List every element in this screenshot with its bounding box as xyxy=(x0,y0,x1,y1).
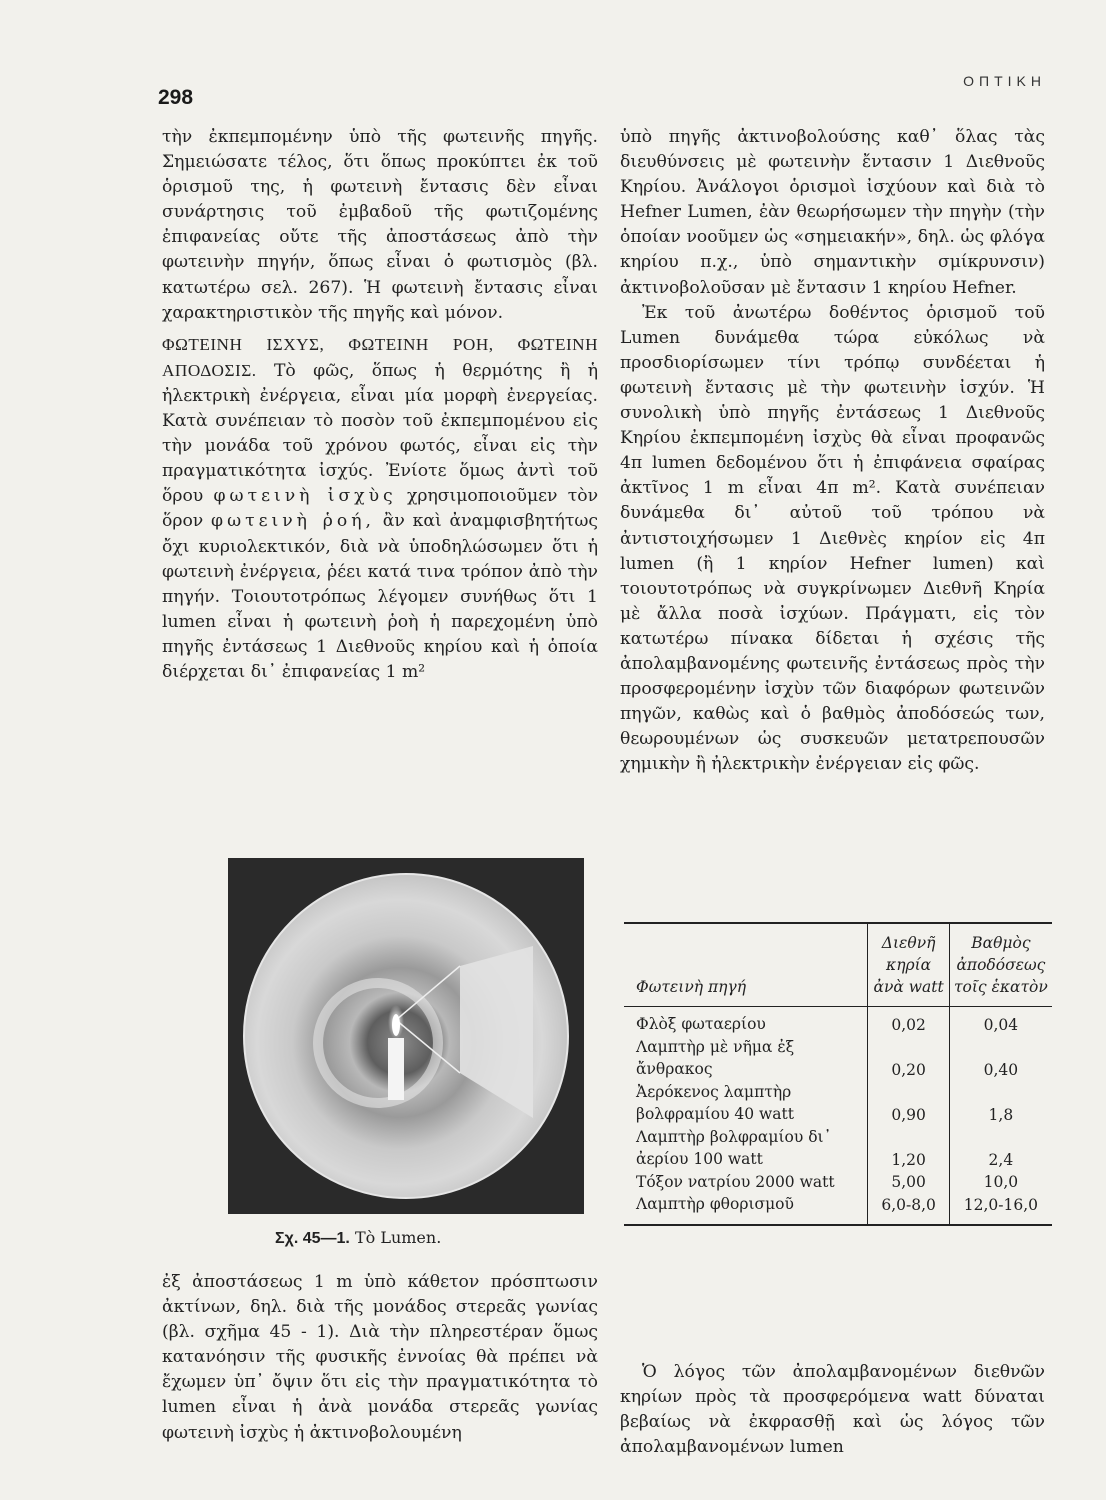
cell-efficiency: 1,8 xyxy=(949,1081,1052,1126)
efficiency-table xyxy=(624,922,1052,1226)
figure-caption xyxy=(275,1228,441,1248)
figure-label: Σχ. 45—1. xyxy=(275,1230,350,1247)
paragraph: ὑπὸ πηγῆς ἀκτινοβολούσης καθ᾽ ὅλας τὰς διευθύνσεις μὲ φωτεινὴν ἔντασιν 1 Διεθνοῦς Κηρίου. Ἀνάλογοι ὁρισμοὶ ἰσχύουν καὶ διὰ τὸ Hefner Lumen, ἐὰν θεωρήσωμεν τὴν πηγὴν (τὴν ὁποίαν νοοῦμεν ὡς «σημειακήν», δηλ. ὡς φλόγα κηρίου π.χ., ὑπὸ σημαντικὴν σμίκρυνσιν) ἀκτινοβολοῦσαν μὲ ἔντασιν 1 κηρίου Hefner. xyxy=(620,127,1045,298)
candle-sphere-illustration xyxy=(228,858,584,1214)
section-heading: ΦΩΤΕΙΝΗ ΙΣΧΥΣ, ΦΩΤΕΙΝΗ ΡΟΗ, ΦΩΤΕΙΝΗ ΑΠΟΔΟΣΙΣ. xyxy=(162,334,598,380)
table-header-row xyxy=(624,923,1052,1007)
cell-efficiency: 0,04 xyxy=(949,1007,1052,1036)
cell-source: Λαμπτὴρ βολφραμίου δι᾽ ἀερίου 100 watt xyxy=(636,1127,832,1168)
cell-source: Φλὸξ φωταερίου xyxy=(636,1015,766,1033)
table-row xyxy=(624,1081,1052,1126)
paragraph xyxy=(162,332,598,685)
column-header-candles: Διεθνῆ κηρία ἀνὰ watt xyxy=(868,923,949,1007)
page-number: 298 xyxy=(158,86,194,109)
paragraph: ἐξ ἀποστάσεως 1 m ὑπὸ κάθετον πρόσπτωσιν ἀκτίνων, δηλ. διὰ τῆς μονάδος στερεᾶς γωνίας (βλ. σχῆμα 45 - 1). Διὰ τὴν πληρεστέραν ὅμως κατανόησιν τῆς φυσικῆς ἐννοίας θὰ πρέπει νὰ ἔχωμεν ὑπ᾽ ὄψιν ὅτι εἰς τὴν πραγματικότητα τὸ lumen εἶναι ἡ ἀνὰ μονάδα στερεᾶς γωνίας φωτεινὴ ἰσχὺς ἡ ἀκτινοβολουμένη xyxy=(162,1272,598,1443)
text-span: ἂν καὶ ἀναμφισβητήτως ὄχι κυριολεκτικόν, διὰ νὰ ὑποδηλώσωμεν ὅτι ἡ φωτεινὴ ἐνέργεια, ῥέει κατά τινα τρόπον ἀπὸ τὴν πηγήν. Τοιουτοτρόπως λέγομεν συνήθως ὅτι 1 lumen εἶναι ἡ φωτεινὴ ῥοὴ ἡ παρεχομένη ὑπὸ πηγῆς ἐντάσεως 1 Διεθνοῦς κηρίου καὶ ἡ ὁποία διέρχεται δι᾽ ἐπιφανείας 1 m² xyxy=(162,511,598,682)
left-column-bottom xyxy=(162,1270,598,1446)
table-row xyxy=(624,1171,1052,1194)
table-row xyxy=(624,1126,1052,1171)
table-row xyxy=(624,1193,1052,1225)
column-header-efficiency: Βαθμὸς ἀποδόσεως τοῖς ἑκατὸν xyxy=(949,923,1052,1007)
cell-source: Λαμπτὴρ μὲ νῆμα ἐξ ἄνθρακος xyxy=(636,1037,795,1078)
text-span: χρησιμοποιοῦμεν τὸν ὅρον xyxy=(162,486,599,532)
column-header-source: Φωτεινὴ πηγή xyxy=(624,923,868,1007)
table-row xyxy=(624,1007,1052,1036)
cell-candles: 0,20 xyxy=(868,1036,949,1081)
cell-efficiency: 2,4 xyxy=(949,1126,1052,1171)
cell-source: Τόξον νατρίου 2000 watt xyxy=(636,1172,835,1191)
right-column xyxy=(620,125,1045,777)
left-column xyxy=(162,125,598,685)
cell-candles: 6,0-8,0 xyxy=(868,1193,949,1225)
cell-source: Λαμπτὴρ φθορισμοῦ xyxy=(624,1193,868,1225)
running-head: ΟΠΤΙΚΗ xyxy=(963,73,1046,89)
cell-candles: 5,00 xyxy=(868,1171,949,1194)
cell-candles: 0,90 xyxy=(868,1081,949,1126)
cell-efficiency: 10,0 xyxy=(949,1171,1052,1194)
paragraph: Ἐκ τοῦ ἀνωτέρω δοθέντος ὁρισμοῦ τοῦ Lumen δυνάμεθα τώρα εὐκόλως νὰ προσδιορίσωμεν τίνι τρόπῳ συνδέεται ἡ φωτεινὴ ἔντασις μὲ τὴν φωτεινὴν ἰσχύν. Ἡ συνολικὴ ὑπὸ πηγῆς ἐντάσεως 1 Διεθνοῦς Κηρίου ἐκπεμπομένη ἰσχὺς θὰ εἶναι προφανῶς 4π lumen δεδομένου ὅτι ἡ ἐπιφάνεια σφαίρας ἀκτῖνος 1 m εἶναι 4π m². Κατὰ συνέπειαν δυνάμεθα δι᾽ αὐτοῦ τοῦ τρόπου νὰ ἀντιστοιχήσωμεν 1 Διεθνὲς κηρίον εἰς 4π lumen (ἢ 1 κηρίον Hefner lumen) καὶ τοιουτοτρόπως νὰ συγκρίνωμεν Διεθνῆ Κηρία μὲ ἄλλα ποσὰ ἰσχύων. Πράγματι, εἰς τὸν κατωτέρω πίνακα δίδεται ἡ σχέσις τῆς ἀπολαμβανομένης φωτεινῆς ἐντάσεως πρὸς τὴν προσφερομένην ἰσχὺν τῶν διαφόρων φωτεινῶν πηγῶν, καθὼς καὶ ὁ βαθμὸς ἀποδόσεώς των, θεωρουμένων ὡς συσκευῶν μετατρεπουσῶν χημικὴν ἢ ἠλεκτρικὴν ἐνέργειαν εἰς φῶς. xyxy=(620,302,1045,775)
cell-source: Ἀερόκενος λαμπτὴρ βολφραμίου 40 watt xyxy=(636,1082,794,1123)
cell-efficiency: 12,0-16,0 xyxy=(949,1193,1052,1225)
data-table xyxy=(624,922,1052,1226)
right-column-bottom xyxy=(620,1360,1045,1460)
cell-candles: 0,02 xyxy=(868,1007,949,1036)
cell-efficiency: 0,40 xyxy=(949,1036,1052,1081)
paragraph: Ὁ λόγος τῶν ἀπολαμβανομένων διεθνῶν κηρίων πρὸς τὰ προσφερόμενα watt δύναται βεβαίως νὰ ἐκφρασθῇ καὶ ὡς λόγος τῶν ἀπολαμβανομένων lumen xyxy=(620,1362,1045,1458)
paragraph: τὴν ἐκπεμπομένην ὑπὸ τῆς φωτεινῆς πηγῆς. Σημειώσατε τέλος, ὅτι ὅπως προκύπτει ἐκ τοῦ ὁρισμοῦ της, ἡ φωτεινὴ ἔντασις δὲν εἶναι συνάρτησις τοῦ ἐμβαδοῦ τῆς φωτιζομένης ἐπιφανείας οὔτε τῆς ἀποστάσεως ἀπὸ τὴν φωτεινὴν πηγήν, ὅπως εἶναι ὁ φωτισμὸς (βλ. κατωτέρω σελ. 267). Ἡ φωτεινὴ ἔντασις εἶναι χαρακτηριστικὸν τῆς πηγῆς καὶ μόνον. xyxy=(162,127,598,323)
term-emphasis: φωτεινὴ ῥοή, xyxy=(211,511,375,532)
text-span: Τὸ φῶς, ὅπως ἡ θερμότης ἢ ἡ ἠλεκτρικὴ ἐνέργεια, εἶναι μία μορφὴ ἐνεργείας. Κατὰ συνέπειαν τὸ ποσὸν τοῦ ἐκπεμπομένου εἰς τὴν μονάδα τοῦ χρόνου φωτός, εἶναι εἰς τὴν πραγματικότητα ἰσχύς. Ἐνίοτε ὅμως ἀντὶ τοῦ ὅρου xyxy=(162,360,598,507)
cell-candles: 1,20 xyxy=(868,1126,949,1171)
table-row xyxy=(624,1036,1052,1081)
figure-caption-text: Τὸ Lumen. xyxy=(354,1228,442,1247)
lumen-figure xyxy=(228,858,584,1214)
term-emphasis: φωτεινὴ ἰσχὺς xyxy=(213,486,397,507)
